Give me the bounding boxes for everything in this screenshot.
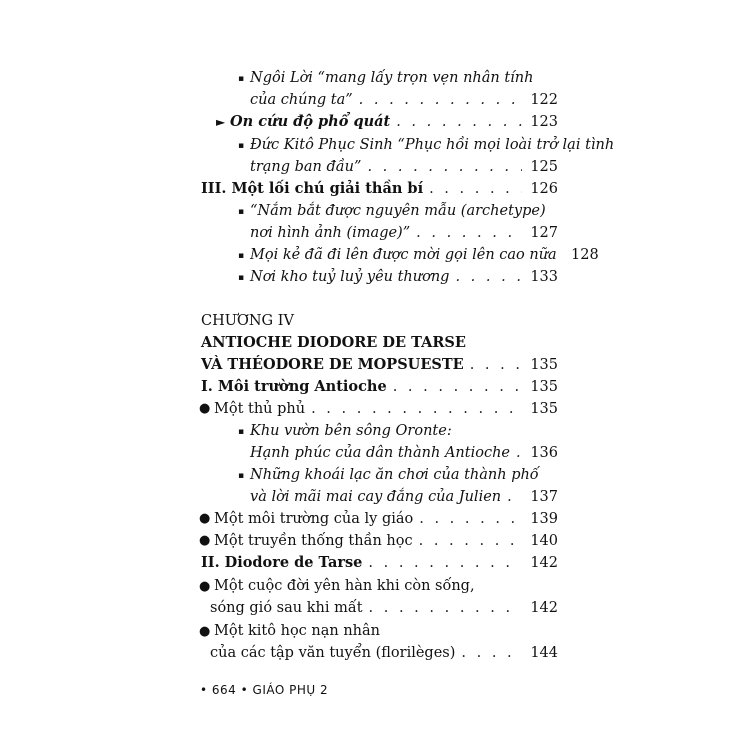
dot-leader xyxy=(359,89,522,111)
square-bullet-icon: ▪ xyxy=(238,427,245,437)
toc-page-number: 144 xyxy=(530,645,558,661)
toc-page-number: 142 xyxy=(530,555,558,571)
dot-leader xyxy=(367,156,522,178)
toc-entry-text: Một kitô học nạn nhân xyxy=(214,623,380,639)
toc-entry[interactable] xyxy=(250,244,599,266)
toc-entry[interactable] xyxy=(214,508,558,530)
dot-leader xyxy=(368,552,522,574)
dot-leader xyxy=(461,642,522,664)
toc-entry-label: Một môi trường của ly giáo xyxy=(214,511,414,527)
toc-entry-label: Mọi kẻ đã đi lên được mời gọi lên cao nữa xyxy=(250,247,557,263)
toc-page-number: 135 xyxy=(530,357,558,373)
dot-leader xyxy=(396,111,522,133)
toc-entry[interactable] xyxy=(214,530,558,552)
footer-page-number: 664 xyxy=(211,683,237,697)
square-bullet-icon: ▪ xyxy=(238,74,245,84)
dot-leader xyxy=(455,266,522,288)
toc-page-number: 142 xyxy=(530,600,558,616)
toc-entry-label: VÀ THÉODORE DE MOPSUESTE xyxy=(201,356,464,373)
dot-bullet-icon: ● xyxy=(199,624,211,639)
toc-entry[interactable] xyxy=(250,442,558,464)
chapter-number: CHƯƠNG IV xyxy=(201,313,294,329)
square-bullet-icon: ▪ xyxy=(238,207,245,217)
dot-leader xyxy=(470,354,522,376)
dot-leader xyxy=(416,222,522,244)
toc-entry-label: III. Một lối chú giải thần bí xyxy=(201,180,424,197)
toc-entry[interactable] xyxy=(250,222,558,244)
toc-entry[interactable] xyxy=(250,156,558,178)
toc-entry[interactable] xyxy=(250,266,558,288)
dot-leader xyxy=(507,486,522,508)
dot-bullet-icon: ● xyxy=(199,579,211,594)
footer-bullet-icon: • xyxy=(200,683,208,697)
toc-page-number: 137 xyxy=(530,489,558,505)
toc-page-number: 133 xyxy=(530,269,558,285)
toc-entry-label: và lời mãi mai cay đắng của Julien xyxy=(250,489,502,505)
chapter-title: ANTIOCHE DIODORE DE TARSE xyxy=(201,334,466,351)
toc-entry[interactable] xyxy=(214,398,558,420)
toc-entry[interactable] xyxy=(230,111,558,133)
footer-separator: • xyxy=(240,683,249,697)
toc-entry-text: Những khoái lạc ăn chơi của thành phố xyxy=(250,467,539,483)
toc-entry-text: Khu vườn bên sông Oronte: xyxy=(250,423,452,439)
toc-entry-label: Nơi kho tuỷ luỷ yêu thương xyxy=(250,269,450,285)
toc-entry-text: “Nắm bắt được nguyên mẫu (archetype) xyxy=(250,203,546,219)
toc-entry-label: của các tập văn tuyển (florilèges) xyxy=(210,645,456,661)
toc-entry-text: Một cuộc đời yên hàn khi còn sống, xyxy=(214,578,475,594)
dot-leader xyxy=(311,398,522,420)
dot-leader xyxy=(516,442,522,464)
toc-entry[interactable] xyxy=(210,642,558,664)
square-bullet-icon: ▪ xyxy=(238,471,245,481)
toc-entry-label: Một thủ phủ xyxy=(214,401,306,417)
toc-entry-label: Hạnh phúc của dân thành Antioche xyxy=(250,445,510,461)
footer-book-title: GIÁO PHỤ 2 xyxy=(252,683,329,697)
square-bullet-icon: ▪ xyxy=(238,273,245,283)
toc-entry-label: On cứu độ phổ quát xyxy=(230,113,391,130)
toc-page-number: 128 xyxy=(571,247,599,263)
toc-section[interactable] xyxy=(201,376,558,398)
toc-entry-label: sóng gió sau khi mất xyxy=(210,600,363,616)
toc-entry-label: Một truyền thống thần học xyxy=(214,533,413,549)
dot-leader xyxy=(419,508,522,530)
dot-bullet-icon: ● xyxy=(199,401,211,416)
square-bullet-icon: ▪ xyxy=(238,251,245,261)
toc-chapter[interactable] xyxy=(201,354,558,376)
toc-entry[interactable] xyxy=(250,486,558,508)
toc-entry-label: II. Diodore de Tarse xyxy=(201,554,363,571)
dot-bullet-icon: ● xyxy=(199,511,211,526)
toc-entry-label: I. Môi trường Antioche xyxy=(201,378,387,395)
toc-page-number: 122 xyxy=(530,92,558,108)
square-bullet-icon: ▪ xyxy=(238,141,245,151)
toc-page-number: 123 xyxy=(530,114,558,130)
toc-page-number: 127 xyxy=(530,225,558,241)
dot-leader xyxy=(393,376,522,398)
toc-section[interactable] xyxy=(201,552,558,574)
toc-entry-text: Ngôi Lời “mang lấy trọn vẹn nhân tính xyxy=(250,70,534,86)
dot-bullet-icon: ● xyxy=(199,533,211,548)
toc-entry[interactable] xyxy=(250,89,558,111)
toc-page-number: 125 xyxy=(530,159,558,175)
dot-leader xyxy=(419,530,522,552)
toc-entry-label: của chúng ta” xyxy=(250,92,353,108)
dot-leader xyxy=(429,178,522,200)
toc-page-number: 135 xyxy=(530,379,558,395)
toc-page-number: 135 xyxy=(530,401,558,417)
toc-entry[interactable] xyxy=(210,597,558,619)
toc-entry-label: trạng ban đầu” xyxy=(250,159,362,175)
triangle-bullet-icon: ► xyxy=(216,115,226,129)
toc-page-number: 139 xyxy=(530,511,558,527)
toc-page-number: 126 xyxy=(530,181,558,197)
dot-leader xyxy=(369,597,522,619)
toc-page-number: 140 xyxy=(530,533,558,549)
page-footer xyxy=(200,683,328,697)
toc-page-number: 136 xyxy=(530,445,558,461)
toc-section[interactable] xyxy=(201,178,558,200)
toc-entry-label: nơi hình ảnh (image)” xyxy=(250,225,411,241)
toc-entry-text: Đức Kitô Phục Sinh “Phục hồi mọi loài trở lại tình xyxy=(250,137,615,153)
